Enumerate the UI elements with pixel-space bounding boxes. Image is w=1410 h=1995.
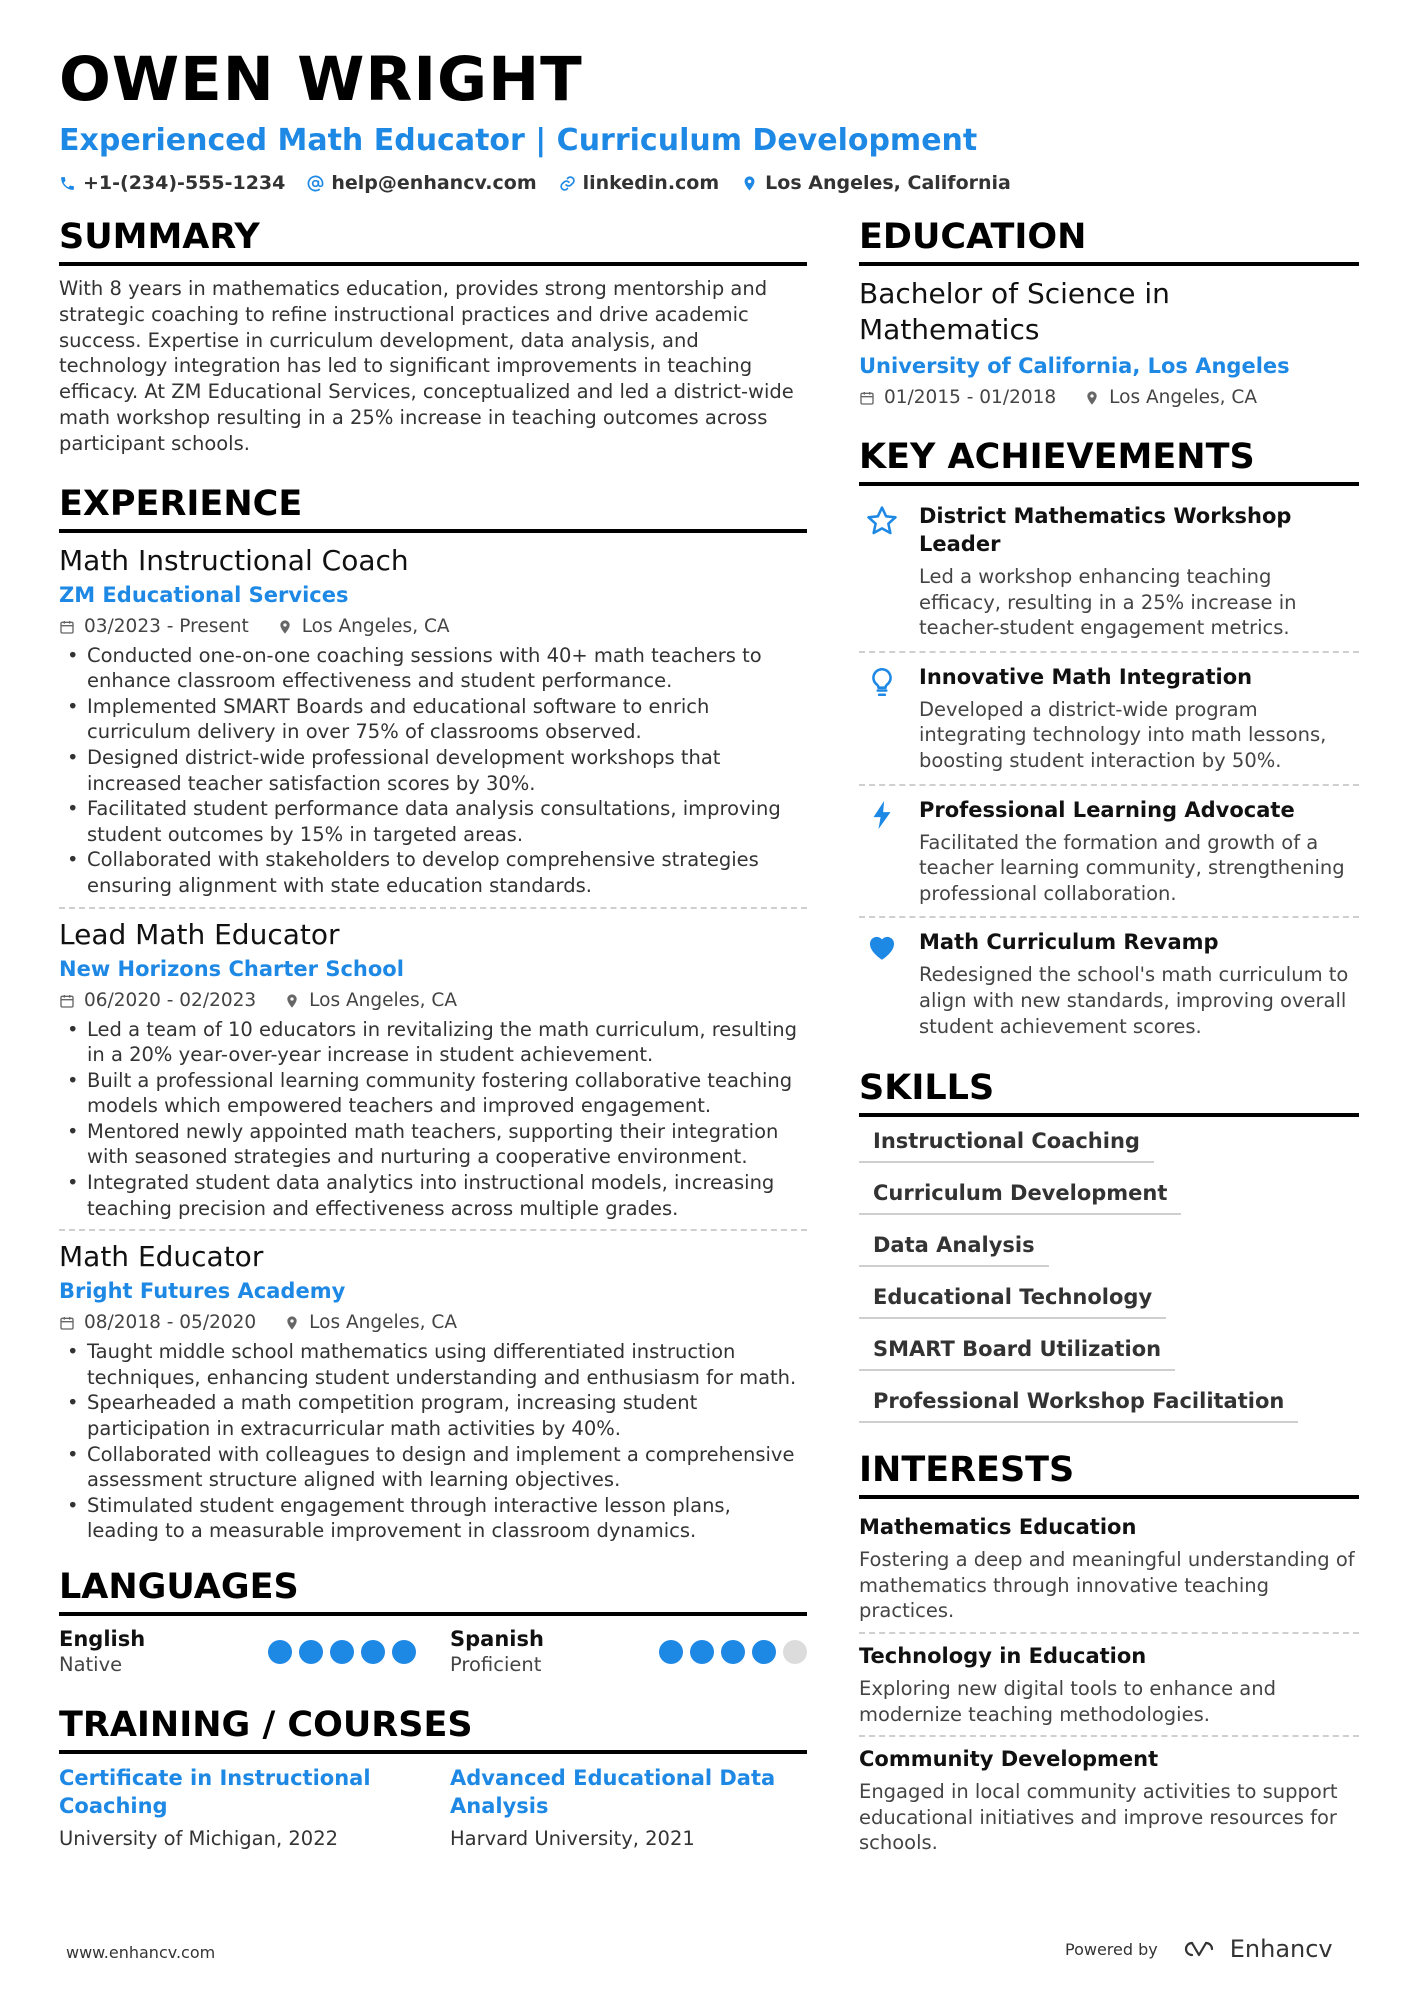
phone-text: +1-(234)-555-1234	[83, 172, 286, 194]
candidate-headline: Experienced Math Educator | Curriculum Development	[59, 123, 978, 158]
achievement-title: Innovative Math Integration	[919, 664, 1253, 689]
location-text: Los Angeles, California	[765, 172, 1011, 194]
achievement-item	[859, 784, 1359, 917]
summary-title: SUMMARY	[59, 216, 807, 266]
language-item	[450, 1626, 807, 1678]
map-pin-icon	[284, 993, 300, 1009]
achievement-title: District Mathematics Workshop Leader	[919, 504, 1292, 556]
edu-location	[1084, 386, 1257, 410]
job-location-text: Los Angeles, CA	[309, 1312, 457, 1334]
language-rating	[659, 1640, 807, 1664]
rating-dot-filled	[330, 1640, 354, 1664]
rating-dot-filled	[690, 1640, 714, 1664]
job-meta	[59, 989, 807, 1013]
job-entry	[59, 543, 807, 907]
skills-title: SKILLS	[859, 1067, 1359, 1117]
footer-website[interactable]: www.enhancv.com	[66, 1943, 216, 1962]
edu-meta	[859, 386, 1359, 410]
rating-dot-filled	[299, 1640, 323, 1664]
rating-dot-filled	[659, 1640, 683, 1664]
bullet-item: • Spearheaded a math competition program, increasing student participation in extracurricular math activities by 40%.	[59, 1390, 807, 1441]
interests-title: INTERESTS	[859, 1449, 1359, 1499]
achievement-desc: Developed a district-wide program integrating technology into math lessons, boosting student interaction by 50%.	[919, 697, 1327, 772]
achievement-desc: Led a workshop enhancing teaching efficacy, resulting in a 25% increase in teacher-student engagement metrics.	[919, 565, 1297, 640]
job-location-text: Los Angeles, CA	[309, 989, 457, 1011]
brand-logo[interactable]	[1176, 1935, 1333, 1963]
job-bullets	[59, 643, 807, 899]
job-title: Math Instructional Coach	[59, 543, 409, 577]
achievement-desc: Redesigned the school's math curriculum to align with new standards, improving overall student achievement scores.	[919, 963, 1349, 1038]
achievement-item	[859, 651, 1359, 784]
job-company: Bright Futures Academy	[59, 1279, 346, 1304]
languages-section	[59, 1566, 807, 1678]
bullet-item: • Facilitated student performance data analysis consultations, improving student outcomes by 15% in targeted areas.	[59, 796, 807, 847]
job-dates-text: 03/2023 - Present	[84, 615, 249, 637]
bullet-item: • Built a professional learning community fostering collaborative teaching models which empowered teachers and improved engagement.	[59, 1068, 807, 1119]
rating-dot-filled	[752, 1640, 776, 1664]
course-item	[450, 1764, 807, 1852]
job-company: New Horizons Charter School	[59, 956, 404, 981]
phone-icon	[59, 175, 76, 192]
contact-linkedin[interactable]	[559, 172, 720, 194]
course-title: Advanced Educational Data Analysis	[450, 1766, 776, 1819]
skills-list	[859, 1127, 1359, 1423]
left-column	[59, 216, 807, 1852]
achievement-title: Math Curriculum Revamp	[919, 930, 1219, 955]
education-title: EDUCATION	[859, 216, 1359, 266]
achievement-title: Professional Learning Advocate	[919, 797, 1295, 822]
achievement-body	[919, 796, 1359, 907]
map-pin-icon	[284, 1315, 300, 1331]
language-rating	[268, 1640, 416, 1664]
bullet-item: • Taught middle school mathematics using differentiated instruction techniques, enhancing student understanding and enthusiasm for math.	[59, 1339, 807, 1390]
resume-header	[59, 44, 1359, 194]
bullet-item: • Integrated student data analytics into instructional models, increasing teaching precision and effectiveness across multiple grades.	[59, 1170, 807, 1221]
interests-section	[859, 1449, 1359, 1864]
skill-tag: Professional Workshop Facilitation	[859, 1387, 1298, 1423]
bullet-item: • Designed district-wide professional development workshops that increased teacher satisfaction scores by 30%.	[59, 745, 807, 796]
email-text: help@enhancv.com	[331, 172, 537, 194]
achievement-body	[919, 928, 1359, 1039]
experience-section	[59, 483, 807, 1552]
job-title: Lead Math Educator	[59, 917, 340, 951]
achievement-icon-wrap	[859, 796, 905, 907]
lightning-icon	[865, 798, 899, 832]
contact-bar	[59, 172, 1359, 194]
job-location	[277, 615, 450, 639]
achievement-item	[859, 916, 1359, 1049]
job-company: ZM Educational Services	[59, 582, 349, 607]
achievement-icon-wrap	[859, 502, 905, 641]
interest-title: Technology in Education	[859, 1643, 1147, 1668]
skill-tag: Data Analysis	[859, 1231, 1049, 1267]
heart-icon	[865, 930, 899, 964]
lightbulb-icon	[865, 665, 899, 699]
bullet-item: • Mentored newly appointed math teachers, supporting their integration with seasoned strategies and nurturing a cooperative environment.	[59, 1119, 807, 1170]
interest-desc: Exploring new digital tools to enhance and modernize teaching methodologies.	[859, 1676, 1276, 1726]
rating-dot-filled	[392, 1640, 416, 1664]
calendar-icon	[59, 1315, 75, 1331]
course-org: University of Michigan, 2022	[59, 1827, 339, 1851]
job-dates	[59, 1311, 256, 1335]
job-dates	[59, 989, 256, 1013]
map-pin-icon	[741, 175, 758, 192]
language-level: Native	[59, 1653, 123, 1677]
achievement-item	[859, 496, 1359, 651]
language-name: English	[59, 1627, 146, 1652]
bullet-item: • Collaborated with stakeholders to develop comprehensive strategies ensuring alignment with state education standards.	[59, 847, 807, 898]
job-entry	[59, 1229, 807, 1552]
contact-location	[741, 172, 1011, 194]
contact-email[interactable]	[307, 172, 536, 194]
brand-name: Enhancv	[1229, 1935, 1333, 1963]
enhancv-logo-icon	[1176, 1937, 1222, 1961]
bullet-item: • Led a team of 10 educators in revitalizing the math curriculum, resulting in a 20% year-over-year increase in student achievement.	[59, 1017, 807, 1068]
job-location	[284, 989, 457, 1013]
interest-desc: Fostering a deep and meaningful understanding of mathematics through innovative teaching practices.	[859, 1548, 1355, 1623]
job-meta	[59, 1311, 807, 1335]
edu-dates-text: 01/2015 - 01/2018	[884, 387, 1057, 408]
linkedin-text: linkedin.com	[582, 172, 720, 194]
courses-list	[59, 1764, 807, 1852]
languages-title: LANGUAGES	[59, 1566, 807, 1616]
achievements-section	[859, 436, 1359, 1049]
job-location	[284, 1311, 457, 1335]
experience-title: EXPERIENCE	[59, 483, 807, 533]
calendar-icon	[859, 390, 875, 406]
rating-dot-filled	[361, 1640, 385, 1664]
footer-branding	[1065, 1935, 1333, 1963]
achievement-body	[919, 663, 1359, 774]
achievement-body	[919, 502, 1359, 641]
skill-tag: Curriculum Development	[859, 1179, 1181, 1215]
job-dates	[59, 615, 249, 639]
skill-tag: Educational Technology	[859, 1283, 1166, 1319]
training-section	[59, 1704, 807, 1852]
course-item	[59, 1764, 416, 1852]
job-title: Math Educator	[59, 1240, 264, 1274]
rating-dot-empty	[783, 1640, 807, 1664]
edu-dates	[859, 386, 1056, 410]
job-entry	[59, 907, 807, 1230]
language-name: Spanish	[450, 1627, 544, 1652]
interest-item	[859, 1735, 1359, 1864]
achievement-icon-wrap	[859, 663, 905, 774]
summary-section	[59, 216, 807, 457]
interest-item	[859, 1632, 1359, 1735]
map-pin-icon	[1084, 390, 1100, 406]
language-text	[450, 1626, 544, 1678]
candidate-name: OWEN WRIGHT	[59, 44, 583, 115]
bullet-item: • Implemented SMART Boards and educational software to enrich curriculum delivery in over 75% of classrooms observed.	[59, 694, 807, 745]
interest-item	[859, 1509, 1359, 1632]
bullet-item: • Conducted one-on-one coaching sessions with 40+ math teachers to enhance classroom effectiveness and student performance.	[59, 643, 807, 694]
job-dates-text: 08/2018 - 05/2020	[84, 1312, 257, 1334]
bullet-item: • Stimulated student engagement through interactive lesson plans, leading to a measurable improvement in classroom dynamics.	[59, 1493, 807, 1544]
bullet-item: • Collaborated with colleagues to design and implement a comprehensive assessment structure aligned with learning objectives.	[59, 1442, 807, 1493]
skill-tag: SMART Board Utilization	[859, 1335, 1175, 1371]
achievements-title: KEY ACHIEVEMENTS	[859, 436, 1359, 486]
edu-school: University of California, Los Angeles	[859, 354, 1290, 378]
calendar-icon	[59, 993, 75, 1009]
rating-dot-filled	[268, 1640, 292, 1664]
link-icon	[559, 175, 576, 192]
summary-text: With 8 years in mathematics education, provides strong mentorship and strategic coaching to refine instructional practices and drive academic success. Expertise in curriculum development, data analysis, and technology integration has led to significant improvements in teaching efficacy. At ZM Educational Services, conceptualized and led a district-wide math workshop resulting in a 25% increase in teaching outcomes across participant schools.	[59, 277, 794, 455]
skills-section	[859, 1067, 1359, 1423]
job-bullets	[59, 1339, 807, 1544]
contact-phone[interactable]	[59, 172, 285, 194]
interest-desc: Engaged in local community activities to support educational initiatives and improve resources for schools.	[859, 1780, 1338, 1855]
education-section	[859, 216, 1359, 410]
calendar-icon	[59, 619, 75, 635]
edu-location-text: Los Angeles, CA	[1109, 387, 1257, 408]
interest-title: Mathematics Education	[859, 1515, 1137, 1540]
job-meta	[59, 615, 807, 639]
star-icon	[865, 504, 899, 538]
job-bullets	[59, 1017, 807, 1222]
achievement-icon-wrap	[859, 928, 905, 1039]
right-column	[859, 216, 1359, 1864]
course-title: Certificate in Instructional Coaching	[59, 1766, 371, 1819]
interest-title: Community Development	[859, 1747, 1159, 1772]
at-icon	[307, 175, 324, 192]
language-text	[59, 1626, 145, 1678]
language-level: Proficient	[450, 1653, 542, 1677]
course-org: Harvard University, 2021	[450, 1827, 695, 1851]
job-location-text: Los Angeles, CA	[301, 615, 450, 637]
languages-list	[59, 1626, 807, 1678]
job-dates-text: 06/2020 - 02/2023	[84, 989, 257, 1011]
edu-degree: Bachelor of Science in Mathematics	[859, 277, 1170, 346]
rating-dot-filled	[721, 1640, 745, 1664]
powered-by-label: Powered by	[1065, 1939, 1158, 1959]
map-pin-icon	[277, 619, 293, 635]
training-title: TRAINING / COURSES	[59, 1704, 807, 1754]
skill-tag: Instructional Coaching	[859, 1127, 1154, 1163]
language-item	[59, 1626, 416, 1678]
achievement-desc: Facilitated the formation and growth of a teacher learning community, strengthening professional collaboration.	[919, 830, 1345, 905]
